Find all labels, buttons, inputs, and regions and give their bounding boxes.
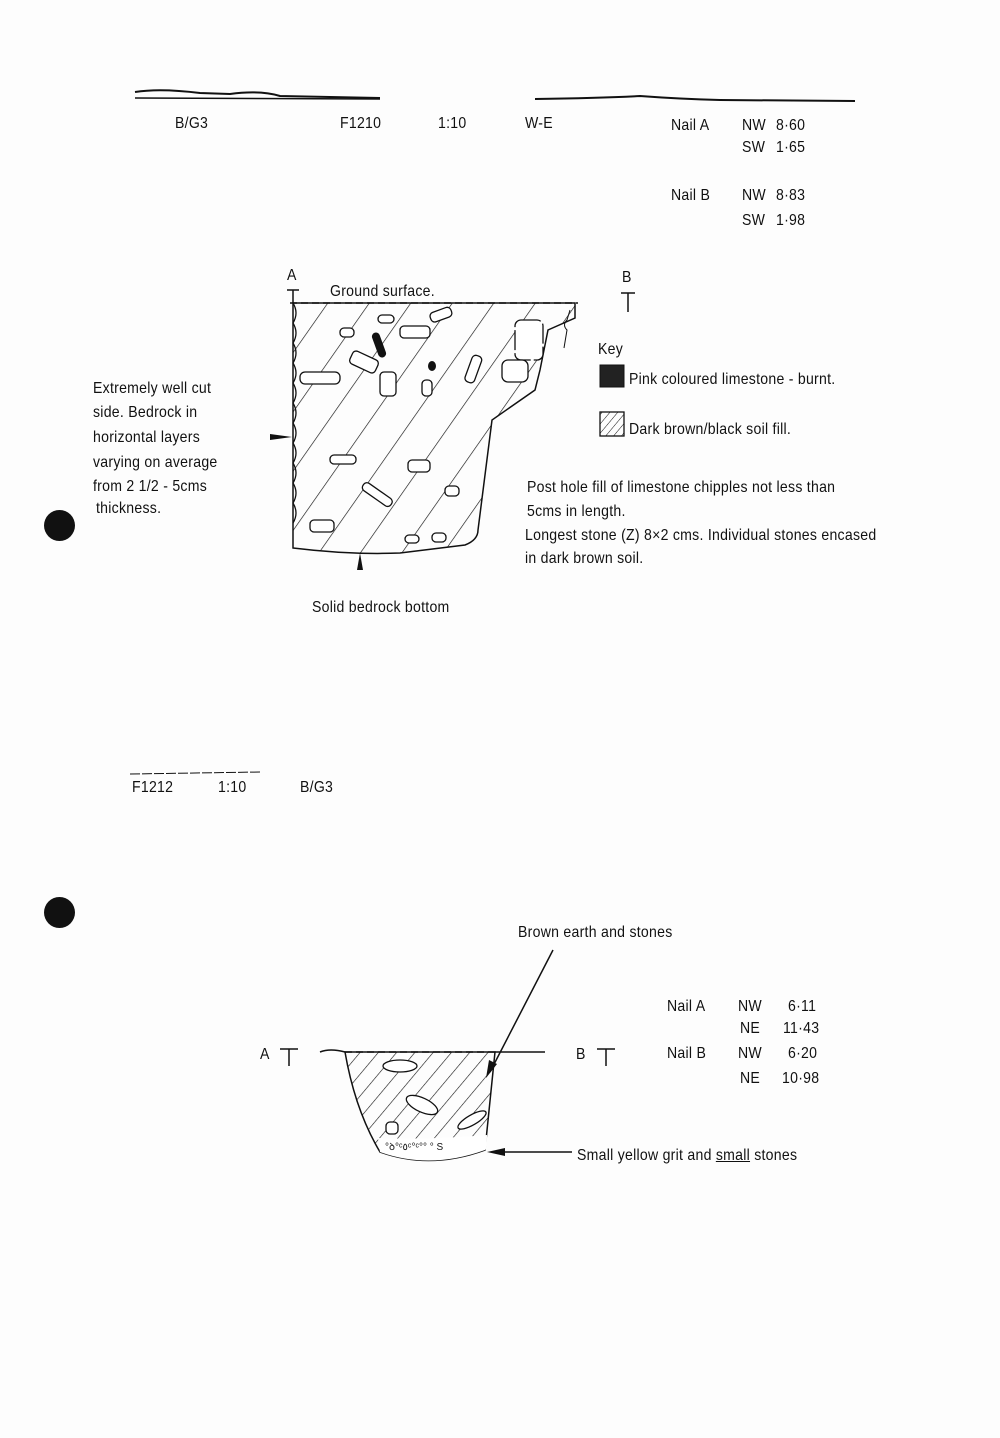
brown-earth-leader-arrow-icon bbox=[486, 950, 553, 1078]
point-b-label: B bbox=[622, 269, 632, 286]
grit-label bbox=[577, 1148, 797, 1164]
nail-reading-value: 6·20 bbox=[788, 1045, 818, 1062]
grit-label-underlined: small bbox=[715, 1147, 751, 1164]
side-note-line: side. Bedrock in bbox=[93, 404, 198, 421]
nail-reading-dir: NW bbox=[742, 117, 766, 134]
bedrock-bottom-label: Solid bedrock bottom bbox=[312, 599, 450, 616]
feature-label: F1210 bbox=[340, 115, 382, 132]
header-rule-right bbox=[535, 96, 855, 101]
svg-text:°ꝺ°ᶜ٥ᶜ°ᶜ°° ° S: °ꝺ°ᶜ٥ᶜ°ᶜ°° ° S bbox=[385, 1142, 444, 1153]
scale-label: 1:10 bbox=[438, 115, 467, 132]
point-b-label: B bbox=[576, 1046, 586, 1063]
punch-hole-icon bbox=[44, 510, 75, 541]
side-note-line: thickness. bbox=[96, 500, 162, 517]
bedrock-bottom-arrow-icon bbox=[357, 553, 363, 570]
scale-label: 1:10 bbox=[218, 779, 247, 796]
punch-hole-icon bbox=[44, 897, 75, 928]
fill-note-line: Post hole fill of limestone chipples not less than bbox=[527, 479, 836, 496]
section2-header-rule bbox=[130, 772, 260, 774]
nail-reading-dir: NE bbox=[740, 1020, 761, 1037]
point-a-label: A bbox=[287, 267, 297, 284]
key-item-label: Pink coloured limestone - burnt. bbox=[629, 371, 836, 388]
fill-note-line: in dark brown soil. bbox=[525, 550, 644, 567]
nail-reading-dir: SW bbox=[742, 212, 766, 229]
nail-reading-dir: NE bbox=[740, 1070, 761, 1087]
fill-note-line: 5cms in length. bbox=[527, 503, 626, 520]
side-note-line: varying on average bbox=[93, 454, 218, 471]
header-rule-left bbox=[135, 90, 380, 99]
grit-label-text: Small yellow grit and bbox=[577, 1147, 716, 1164]
ground-surface-label: Ground surface. bbox=[330, 283, 435, 300]
orientation-label: W-E bbox=[525, 115, 553, 132]
point-a-label: A bbox=[260, 1046, 270, 1063]
feature-label: F1212 bbox=[132, 779, 174, 796]
side-note-line: Extremely well cut bbox=[93, 380, 212, 397]
nail-reading-value: 8·60 bbox=[776, 117, 806, 134]
nail-reading-value: 1·98 bbox=[776, 212, 806, 229]
side-note-line: horizontal layers bbox=[93, 429, 201, 446]
brown-earth-label: Brown earth and stones bbox=[518, 924, 673, 941]
nail-reading-dir: NW bbox=[742, 187, 766, 204]
nail-reading-dir: NW bbox=[738, 1045, 762, 1062]
nail-reading-value: 1·65 bbox=[776, 139, 806, 156]
nail-reading-dir: NW bbox=[738, 998, 762, 1015]
site-label: B/G3 bbox=[300, 779, 334, 796]
section2-profile bbox=[320, 1050, 545, 1161]
key-title: Key bbox=[598, 341, 624, 358]
nail-label: Nail B bbox=[667, 1045, 707, 1062]
site-label: B/G3 bbox=[175, 115, 209, 132]
grit-label-text-end: stones bbox=[750, 1147, 798, 1164]
nail-reading-value: 8·83 bbox=[776, 187, 806, 204]
grit-leader-arrow-icon bbox=[487, 1148, 572, 1156]
nail-label: Nail B bbox=[671, 187, 711, 204]
key-burnt-limestone-swatch-icon bbox=[600, 365, 624, 387]
nail-reading-value: 11·43 bbox=[783, 1020, 820, 1037]
nail-label: Nail A bbox=[667, 998, 706, 1015]
nail-reading-dir: SW bbox=[742, 139, 766, 156]
key-soil-fill-swatch-icon bbox=[600, 412, 624, 436]
bedrock-side-arrow-icon bbox=[270, 434, 292, 440]
nail-reading-value: 6·11 bbox=[788, 998, 817, 1015]
nail-label: Nail A bbox=[671, 117, 710, 134]
nail-reading-value: 10·98 bbox=[782, 1070, 820, 1087]
side-note-line: from 2 1/2 - 5cms bbox=[93, 478, 208, 495]
key-item-label: Dark brown/black soil fill. bbox=[629, 421, 792, 438]
fill-note-line: Longest stone (Z) 8×2 cms. Individual stones encased bbox=[525, 527, 877, 544]
